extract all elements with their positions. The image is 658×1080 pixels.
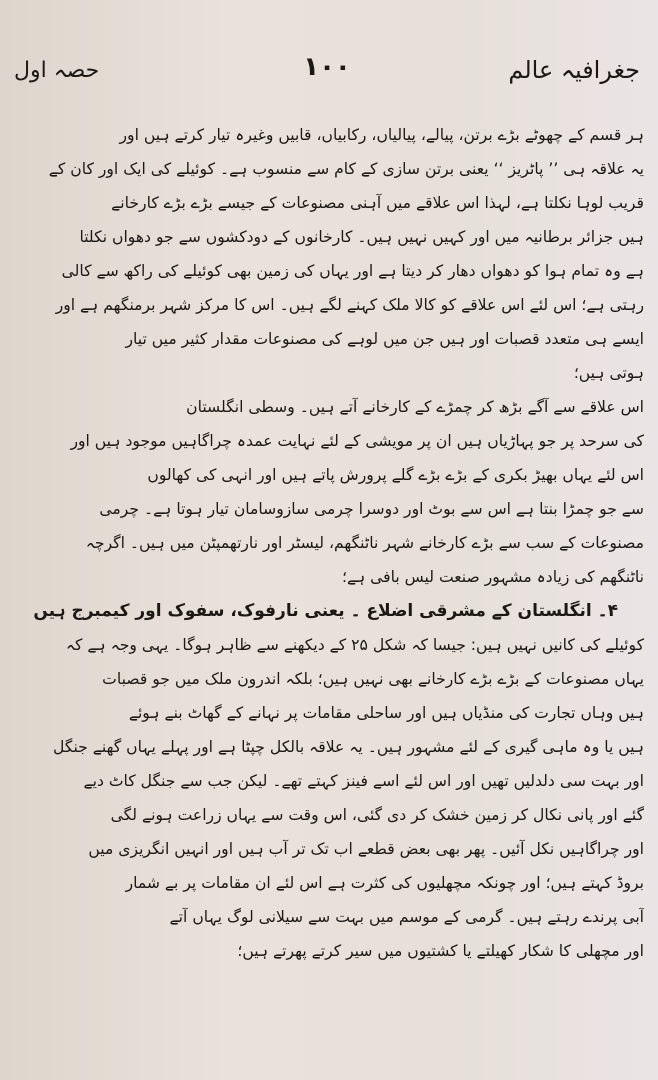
text-line: گئے اور پانی نکال کر زمین خشک کر دی گئی، اس وقت سے یہاں زراعت ہونے لگی [110,806,644,824]
page-body [12,118,644,990]
text-line: اس علاقے سے آگے بڑھ کر چمڑے کے کارخانے آتے ہیں۔ وسطی انگلستان [186,398,644,416]
text-line: کی سرحد پر جو پہاڑیاں ہیں ان پر مویشی کے لئے نہایت عمدہ چراگاہیں موجود ہیں اور [70,432,644,450]
page-header [14,52,640,92]
text-line: ہیں یا وہ ماہی گیری کے لئے مشہور ہیں۔ یہ علاقہ بالکل چپٹا ہے اور پہلے یہاں گھنے جنگل [53,738,644,756]
text-line: ہیں وہاں تجارت کی منڈیاں ہیں اور ساحلی مقامات پر نہانے کے گھاٹ بنے ہوئے [128,704,644,722]
text-line: یہ علاقہ ہی ’’ پاٹریز ‘‘ یعنی برتن سازی کے کام سے منسوب ہے۔ کوئیلے کی ایک اور کان کے [48,160,644,178]
text-line: اور مچھلی کا شکار کھیلتے یا کشتیوں میں سیر کرتے پھرتے ہیں؛ [237,942,644,960]
text-line: ناٹنگھم کی زیادہ مشہور صنعت لیس بافی ہے؛ [341,568,644,586]
text-line: یہاں مصنوعات کے بڑے بڑے کارخانے بھی نہیں ہیں؛ بلکہ اندرون ملک میں جو قصبات [102,670,644,688]
text-line: رہتی ہے؛ اس لئے اس علاقے کو کالا ملک کہنے لگے ہیں۔ اس کا مرکز شہر برمنگھم ہے اور [55,296,644,314]
page-number: ۱۰۰ [303,52,351,82]
text-line: ہوتی ہیں؛ [573,364,644,382]
text-line: اور بہت سی دلدلیں تھیں اور اس لئے اسے فینز کہتے تھے۔ لیکن جب سے جنگل کاٹ دیے [83,772,644,790]
text-line: اس لئے یہاں بھیڑ بکری کے بڑے بڑے گلے پرورش پاتے ہیں اور انہی کی کھالوں [147,466,644,484]
text-line: ایسے ہی متعدد قصبات اور ہیں جن میں لوہے کی مصنوعات مقدار کثیر میں تیار [125,330,644,348]
text-line: کوئیلے کی کانیں نہیں ہیں: جیسا کہ شکل ۲۵ کے دیکھنے سے ظاہر ہوگا۔ یہی وجہ ہے کہ [65,636,644,654]
text-line: سے جو چمڑا بنتا ہے اس سے بوٹ اور دوسرا چرمی سازوسامان تیار ہوتا ہے۔ چرمی [99,500,644,518]
section-heading: ۴۔ انگلستان کے مشرقی اضلاع ۔ یعنی نارفوک، سفوک اور کیمبرج ہیں [33,601,618,621]
text-line: ہیں جزائر برطانیہ میں اور کہیں نہیں ہیں۔ کارخانوں کے دودکشوں سے جو دھواں نکلتا [79,228,644,246]
part-label: حصہ اول [14,58,100,83]
text-line: مصنوعات کے سب سے بڑے کارخانے شہر ناٹنگھم، لیسٹر اور نارتھمپٹن میں ہیں۔ اگرچہ [85,534,644,552]
book-title: جغرافیہ عالم [508,56,640,84]
text-line: قریب لوہا نکلتا ہے، لہذا اس علاقے میں آہنی مصنوعات کے جیسے بڑے بڑے کارخانے [111,194,644,212]
text-line: بروڈ کہتے ہیں؛ اور چونکہ مچھلیوں کی کثرت ہے اس لئے ان مقامات پر بے شمار [125,874,644,892]
text-line: اور چراگاہیں نکل آئیں۔ پھر بھی بعض قطعے اب تک تر آب ہیں اور انہیں انگریزی میں [88,840,644,858]
text-line: آبی پرندے رہتے ہیں۔ گرمی کے موسم میں بہت سے سیلانی لوگ یہاں آتے [169,908,644,926]
text-line: ہے وہ تمام ہوا کو دھواں دھار کر دیتا ہے اور یہاں کی زمین بھی کوئیلے کی راکھ سے کالی [61,262,644,280]
text-line: ہر قسم کے چھوٹے بڑے برتن، پیالے، پیالیاں، رکابیاں، قابیں وغیرہ تیار کرتے ہیں اور [119,126,644,144]
